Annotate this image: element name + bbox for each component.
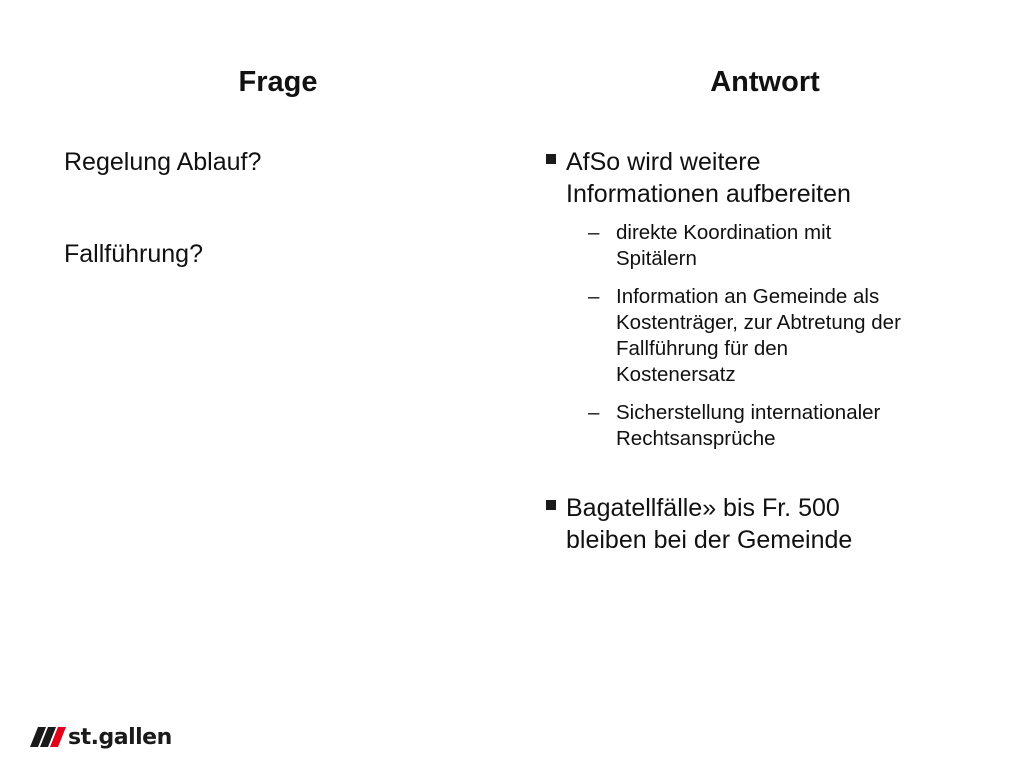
- answer-bullet-afso: [546, 146, 1016, 210]
- question-column: [64, 146, 484, 330]
- question-fallfuehrung: Fallführung?: [64, 240, 203, 268]
- sub-item-line: Spitälern: [616, 247, 697, 270]
- sub-item-line: Rechtsansprüche: [616, 427, 776, 450]
- sub-item-line: Information an Gemeinde als: [616, 285, 880, 308]
- dash-marker: –: [588, 401, 600, 424]
- sub-item-koordination: [546, 220, 1016, 272]
- sub-item-line: Fallführung für den: [616, 337, 789, 360]
- answer-bullet-bagatell-line-2: bleiben bei der Gemeinde: [566, 526, 853, 554]
- logo-text: st.gallen: [68, 724, 172, 750]
- square-bullet-icon: [546, 154, 556, 164]
- sub-item-line: direkte Koordination mit: [616, 221, 832, 244]
- st-gallen-stripes-icon: [30, 727, 66, 747]
- st-gallen-logo: [30, 720, 172, 754]
- dash-marker: –: [588, 285, 600, 308]
- answer-bullet-bagatell: [546, 492, 1016, 556]
- question-regelung-ablauf: Regelung Ablauf?: [64, 148, 262, 176]
- sub-item-line: Kostenträger, zur Abtretung der: [616, 311, 901, 334]
- answer-column: [546, 146, 1016, 556]
- sub-item-information: [546, 284, 1016, 388]
- answer-bullet-afso-line-1: AfSo wird weitere: [566, 148, 761, 176]
- sub-item-sicherstellung: [546, 400, 1016, 452]
- sub-list: [546, 220, 1016, 452]
- sub-item-line: Sicherstellung internationaler: [616, 401, 881, 424]
- square-bullet-icon: [546, 500, 556, 510]
- heading-frage: Frage: [238, 66, 318, 98]
- answer-bullet-bagatell-line-1: Bagatellfälle» bis Fr. 500: [566, 494, 840, 522]
- dash-marker: –: [588, 221, 600, 244]
- heading-antwort: Antwort: [710, 66, 820, 98]
- sub-item-line: Kostenersatz: [616, 363, 736, 386]
- answer-bullet-afso-line-2: Informationen aufbereiten: [566, 180, 851, 208]
